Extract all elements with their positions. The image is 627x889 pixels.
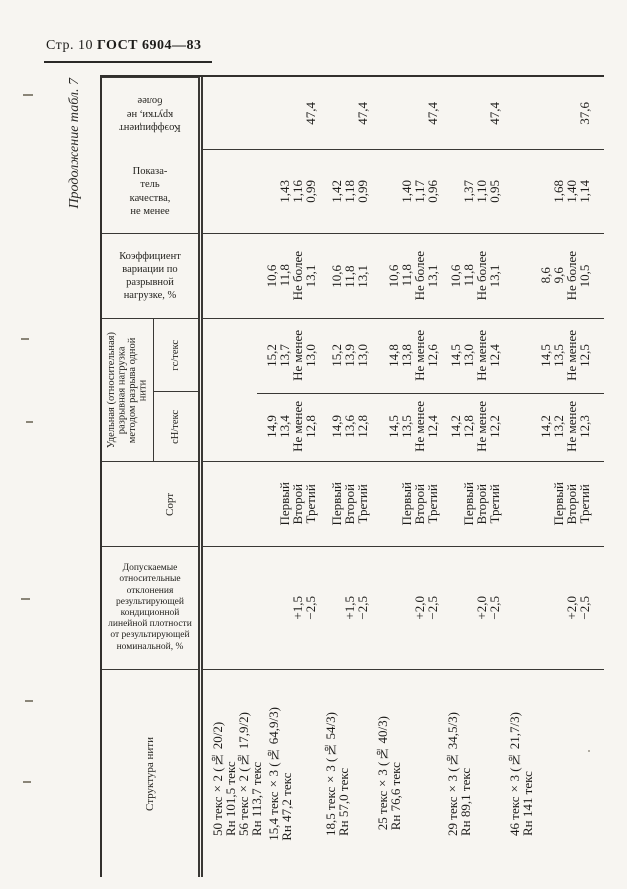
- cell-line: +1,5: [342, 596, 357, 620]
- row-1-labels-cell: [265, 670, 322, 877]
- cell-line: 0,95: [487, 180, 502, 203]
- header-breaking-load: [102, 319, 198, 462]
- cell-line: 14,2: [538, 415, 553, 438]
- cell-line: Третий: [487, 484, 502, 524]
- cell-line: Rн 113,7 текс: [249, 761, 264, 836]
- band-gs: [203, 319, 604, 392]
- row-5-twist-cell: [506, 77, 596, 149]
- cell-line: 13,7: [277, 344, 292, 367]
- row-3-variation-cell: [374, 234, 444, 318]
- cell-line: +2,0: [412, 596, 427, 620]
- cell-line: 25 текс×3 (№ 40/3): [375, 716, 390, 831]
- cell-line: 29 текс×3 (№ 34,5/3): [445, 711, 460, 836]
- row-2-labels-cell: [322, 670, 374, 877]
- header-line: Допускаемые: [122, 563, 178, 574]
- cell-line: 12,8: [355, 415, 370, 438]
- cell-line: 13,1: [425, 264, 440, 288]
- row-4-deviations-cell: [444, 547, 506, 669]
- cell-line: Второй: [342, 483, 357, 525]
- cell-line: 50 текс×2 (№ 20/2): [210, 721, 225, 836]
- header-line: не менее: [130, 205, 170, 217]
- cell-line: Третий: [577, 484, 592, 524]
- cell-line: 8,6: [538, 267, 553, 285]
- cell-line: 15,2: [329, 344, 344, 367]
- cell-line: Не менее: [474, 401, 489, 452]
- cell-line: Не более: [564, 251, 579, 301]
- band-deviations: [203, 547, 604, 670]
- row-3-deviations-cell: [374, 547, 444, 669]
- cell-line: 12,8: [461, 415, 476, 438]
- cell-line: 13,6: [342, 415, 357, 438]
- cell-line: 13,5: [399, 415, 414, 438]
- cell-line: −2,5: [487, 596, 502, 620]
- cell-line: 14,5: [538, 344, 553, 367]
- cell-line: −2,5: [425, 596, 440, 620]
- header-unit-cn: [154, 392, 198, 461]
- cell-line: Третий: [425, 484, 440, 524]
- cell-line: 11,8: [277, 264, 292, 288]
- row-4-cn-cell: [444, 392, 506, 461]
- cell-line: 13,0: [355, 344, 370, 367]
- cell-line: 13,1: [355, 264, 370, 288]
- cell-line: 13,4: [277, 415, 292, 438]
- row-5-variation-cell: [506, 234, 596, 318]
- header-allowed-deviations: [102, 547, 198, 670]
- cell-line: 1,37: [461, 180, 476, 203]
- cell-line: +2,0: [564, 596, 579, 620]
- band-twist: [203, 77, 604, 150]
- cell-line: 14,5: [448, 344, 463, 367]
- cell-line: Не более: [412, 251, 427, 301]
- cell-line: −2,5: [577, 596, 592, 620]
- cell-line: 1,43: [277, 180, 292, 203]
- band-quality: [203, 150, 604, 234]
- page-number-label: Стр. 10: [46, 38, 93, 53]
- table-data-zone: [198, 77, 604, 877]
- cell-line: Первый: [461, 482, 476, 526]
- margin-mark: [26, 421, 33, 423]
- row-3-labels-cell: [374, 670, 444, 877]
- cell-line: Не менее: [564, 401, 579, 452]
- row-4-sorts-cell: [444, 462, 506, 546]
- cell-line: Второй: [412, 483, 427, 525]
- row-5-cn-cell: [506, 392, 596, 461]
- cell-line: 12,6: [425, 344, 440, 367]
- header-line: крутки, не: [126, 108, 174, 120]
- row-0-variation-cell: [209, 234, 265, 318]
- header-line: линейной плотности: [108, 619, 192, 630]
- cell-line: Второй: [564, 483, 579, 525]
- header-line: вариации по: [122, 263, 178, 275]
- margin-mark: [23, 781, 31, 783]
- header-line: Коэффициент: [119, 121, 181, 133]
- cell-line: 12,4: [425, 415, 440, 438]
- cell-line: 12,3: [577, 415, 592, 438]
- row-3-twist-cell: [374, 77, 444, 149]
- header-line: результирующей: [115, 596, 184, 607]
- cell-line: Не менее: [412, 330, 427, 381]
- header-line: Показа-: [132, 166, 168, 178]
- header-line: Структура нити: [143, 736, 156, 811]
- cell-line: 1,14: [577, 180, 592, 203]
- cell-line: 13,1: [487, 264, 502, 288]
- margin-mark: [25, 700, 33, 702]
- row-1-deviations-cell: [265, 547, 322, 669]
- row-2-gs-cell: [322, 319, 374, 392]
- table-caption-text: Продолжение табл. 7: [67, 78, 82, 209]
- cell-line: Второй: [474, 483, 489, 525]
- cell-line: 46 текс×3 (№ 21,7/3): [507, 711, 522, 836]
- header-sort: [102, 462, 198, 547]
- cell-line: 10,6: [329, 264, 344, 288]
- cell-line: Не менее: [290, 330, 305, 381]
- header-line: разрывной: [126, 277, 174, 288]
- header-line: более: [137, 95, 163, 107]
- cell-line: Второй: [290, 483, 305, 525]
- row-2-variation-cell: [322, 234, 374, 318]
- cell-line: 1,16: [290, 180, 305, 203]
- cell-line: 47,4: [303, 101, 318, 125]
- cell-line: 14,9: [264, 415, 279, 438]
- row-4-twist-cell: [444, 77, 506, 149]
- cell-line: 14,5: [386, 415, 401, 438]
- cell-line: Rн 76,6 текс: [388, 762, 403, 831]
- band-variation: [203, 234, 604, 319]
- margin-mark: [21, 598, 30, 600]
- cell-line: 47,4: [425, 101, 440, 125]
- cell-line: Третий: [303, 484, 318, 524]
- cell-line: 12,5: [577, 344, 592, 367]
- row-0-sorts-cell: [209, 462, 265, 546]
- cell-line: 1,40: [564, 180, 579, 203]
- cell-line: Rн 89,1 текс: [458, 767, 473, 836]
- cell-line: 13,2: [551, 415, 566, 438]
- cell-line: 15,4 текс×3 (№ 64,9/3): [266, 706, 281, 841]
- row-0-twist-cell: [209, 77, 265, 149]
- header-line: нити: [137, 379, 148, 401]
- header-line: относительные: [119, 574, 181, 585]
- header-quality-index: [102, 150, 198, 234]
- header-line: разрывная нагрузка: [116, 346, 127, 434]
- header-line: Сорт: [164, 492, 176, 516]
- cell-line: Rн 141 текс: [520, 770, 535, 836]
- header-line: от результирующей: [110, 630, 190, 641]
- cell-line: 13,5: [551, 344, 566, 367]
- cell-line: Не более: [290, 251, 305, 301]
- cell-line: Rн 101,5 текс: [223, 760, 238, 836]
- cell-line: 14,9: [329, 415, 344, 438]
- cell-line: 47,4: [487, 101, 502, 125]
- row-5-quality-cell: [506, 150, 596, 233]
- margin-mark: [23, 94, 33, 96]
- cell-line: 11,8: [461, 264, 476, 288]
- cell-line: 14,2: [448, 415, 463, 438]
- cell-line: 1,17: [412, 180, 427, 203]
- cell-line: 11,8: [342, 264, 357, 288]
- header-line: тель: [140, 179, 160, 191]
- row-2-deviations-cell: [322, 547, 374, 669]
- cell-line: 12,4: [487, 344, 502, 367]
- header-line: качества,: [129, 192, 171, 204]
- cell-line: 13,0: [303, 344, 318, 367]
- cell-line: 13,9: [342, 344, 357, 367]
- row-4-gs-cell: [444, 319, 506, 392]
- row-3-sorts-cell: [374, 462, 444, 546]
- cell-line: 10,6: [386, 264, 401, 288]
- unit-label: сН/текс: [169, 409, 181, 444]
- band-labels: [203, 670, 604, 877]
- cell-line: 10,6: [448, 264, 463, 288]
- cell-line: 1,10: [474, 180, 489, 203]
- table-caption: [68, 78, 82, 248]
- header-twist-coefficient: [102, 77, 198, 150]
- header-line: нагрузке, %: [123, 290, 177, 302]
- cell-line: Не менее: [564, 330, 579, 381]
- cell-line: +1,5: [290, 596, 305, 620]
- header-line: отклонения: [126, 585, 174, 596]
- cell-line: 13,8: [399, 344, 414, 367]
- unit-label: гс/текс: [169, 339, 181, 371]
- cell-line: Первый: [399, 482, 414, 526]
- cell-line: 14,8: [386, 344, 401, 367]
- cell-line: 9,6: [551, 267, 566, 285]
- cell-line: −2,5: [355, 596, 370, 620]
- row-5-deviations-cell: [506, 547, 596, 669]
- row-3-gs-cell: [374, 319, 444, 392]
- cell-line: 13,1: [303, 264, 318, 288]
- cell-line: 1,40: [399, 180, 414, 203]
- cell-line: Не более: [474, 251, 489, 301]
- row-5-gs-cell: [506, 319, 596, 392]
- row-5-labels-cell: [506, 670, 596, 877]
- row-0-gs-cell: [209, 319, 265, 392]
- cell-line: 11,8: [399, 264, 414, 288]
- row-5-sorts-cell: [506, 462, 596, 546]
- cell-line: Не менее: [290, 401, 305, 452]
- standards-table: [100, 75, 604, 877]
- row-1-quality-cell: [265, 150, 322, 233]
- cell-line: −2,5: [303, 596, 318, 620]
- cell-line: Первый: [277, 482, 292, 526]
- cell-line: 0,99: [303, 180, 318, 203]
- row-2-sorts-cell: [322, 462, 374, 546]
- cell-line: Не менее: [412, 401, 427, 452]
- row-2-twist-cell: [322, 77, 374, 149]
- cell-line: +2,0: [474, 596, 489, 620]
- header-thread-structure: [102, 670, 198, 877]
- cell-line: 56 текс×2 (№ 17,9/2): [236, 711, 251, 836]
- table-header-column: [102, 77, 198, 877]
- cell-line: 1,18: [342, 180, 357, 203]
- row-1-variation-cell: [265, 234, 322, 318]
- row-2-quality-cell: [322, 150, 374, 233]
- cell-line: 13,0: [461, 344, 476, 367]
- row-1-twist-cell: [265, 77, 322, 149]
- cell-line: Первый: [329, 482, 344, 526]
- cell-line: Rн 57,0 текс: [336, 767, 351, 836]
- header-variation-coefficient: [102, 234, 198, 319]
- cell-line: 1,68: [551, 180, 566, 203]
- header-unit-gs: [154, 319, 198, 392]
- cell-line: 47,4: [355, 101, 370, 125]
- page-header: [44, 38, 212, 63]
- cell-line: 10,5: [577, 264, 592, 288]
- row-0-cn-cell: [209, 392, 265, 461]
- row-3-quality-cell: [374, 150, 444, 233]
- header-line: методом разрыва одной: [126, 337, 138, 443]
- row-4-labels-cell: [444, 670, 506, 877]
- row-0-quality-cell: [209, 150, 265, 233]
- row-3-cn-cell: [374, 392, 444, 461]
- row-1-cn-cell: [265, 392, 322, 461]
- cell-line: 12,8: [303, 415, 318, 438]
- cell-line: 37,6: [577, 101, 592, 125]
- cell-line: 10,6: [264, 264, 279, 288]
- band-sorts: [203, 462, 604, 547]
- header-line: номинальной, %: [116, 641, 184, 652]
- cell-line: 1,42: [329, 180, 344, 203]
- row-1-gs-cell: [265, 319, 322, 392]
- band-cn: [203, 392, 604, 462]
- cell-line: 0,99: [355, 180, 370, 203]
- cell-line: Третий: [355, 484, 370, 524]
- cell-line: Rн 47,2 текс: [279, 772, 294, 841]
- header-line: кондиционной: [120, 608, 180, 618]
- row-1-sorts-cell: [265, 462, 322, 546]
- cell-line: 12,2: [487, 415, 502, 438]
- header-load-units: [153, 319, 198, 461]
- row-2-cn-cell: [322, 392, 374, 461]
- row-4-quality-cell: [444, 150, 506, 233]
- row-0-labels-cell: [209, 670, 265, 877]
- margin-mark: [21, 338, 29, 340]
- header-line: Коэффициент: [119, 250, 181, 262]
- row-4-variation-cell: [444, 234, 506, 318]
- header-breaking-load-text: [102, 319, 153, 461]
- cell-line: 0,96: [425, 180, 440, 203]
- row-0-deviations-cell: [209, 547, 265, 669]
- cell-line: Первый: [551, 482, 566, 526]
- gost-number-label: ГОСТ 6904—83: [96, 38, 202, 53]
- cell-line: 15,2: [264, 344, 279, 367]
- header-line: Удельная (относительная): [105, 331, 117, 449]
- cell-line: Не менее: [474, 330, 489, 381]
- cell-line: 18,5 текс×3 (№ 54/3): [323, 711, 338, 836]
